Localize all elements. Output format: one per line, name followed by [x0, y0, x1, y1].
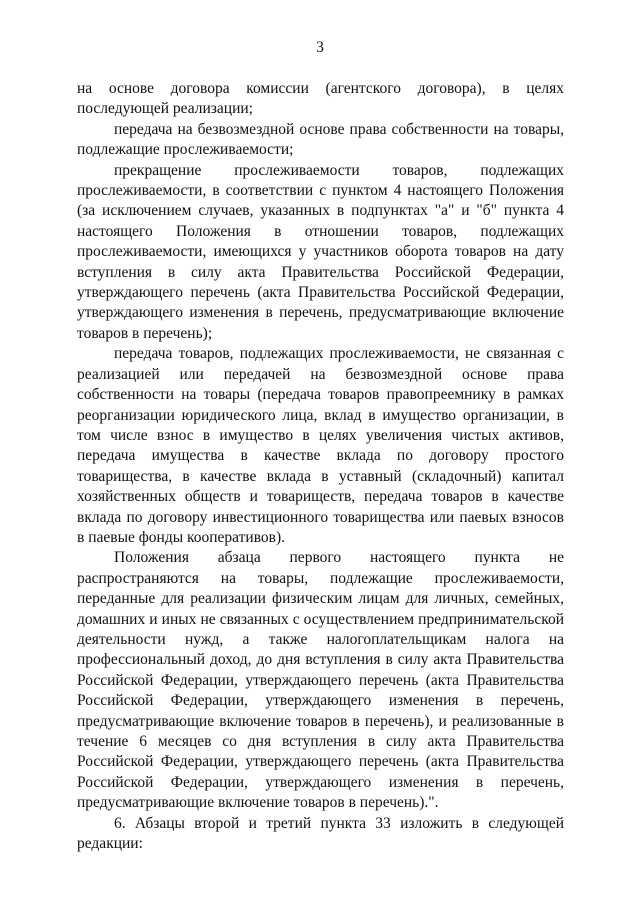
- paragraph-exemption-provisions: Положения абзаца первого настоящего пункта не распространяются на товары, подлежащие прослеживаемости, переданные для реализации физическим лицам для личных, семейных, домашних и иных не связанных с осуществлением предпринимательской деятельности нужд, а также налогоплательщикам налога на профессиональный доход, до дня вступления в силу акта Правительства Российской Федерации, утверждающего перечень (акта Правительства Российской Федерации, утверждающего изменения в перечень, предусматривающие включение товаров в перечень), и реализованные в течение 6 месяцев со дня вступления в силу акта Правительства Российской Федерации, утверждающего перечень (акта Правительства Российской Федерации, утверждающего изменения в перечень, предусматривающие включение товаров в перечень).".: [77, 549, 564, 812]
- page-number: 3: [316, 39, 324, 56]
- paragraph-amendment-item-6: 6. Абзацы второй и третий пункта 33 изложить в следующей редакции:: [77, 814, 564, 853]
- paragraph-gratuitous-transfer: передача на безвозмездной основе права собственности на товары, подлежащие прослеживаемости;: [77, 120, 564, 159]
- paragraph-traceability-termination: прекращение прослеживаемости товаров, подлежащих прослеживаемости, в соответствии с пунктом 4 настоящего Положения (за исключением случаев, указанных в подпунктах "а" и "б" пункта 4 настоящего Положения в отношении товаров, подлежащих прослеживаемости, имеющихся у участников оборота товаров на дату вступления в силу акта Правительства Российской Федерации, утверждающего перечень (акта Правительства Российской Федерации, утверждающего изменения в перечень, предусматривающие включение товаров в перечень);: [77, 161, 564, 342]
- paragraph-non-sale-transfer: передача товаров, подлежащих прослеживаемости, не связанная с реализацией или передачей на безвозмездной основе права собственности на товары (передача товаров правопреемнику в рамках реорганизации юридического лица, вклад в имущество организации, в том числе взнос в имущество в целях увеличения чистых активов, передача имущества в качестве вклада по договору простого товарищества, в качестве вклада в уставный (складочный) капитал хозяйственных обществ и товариществ, передача товаров в качестве вклада по договору инвестиционного товарищества или паевых взносов в паевые фонды кооперативов).: [77, 345, 564, 546]
- paragraph-continuation: на основе договора комиссии (агентского договора), в целях последующей реализации;: [77, 80, 564, 118]
- document-body: [77, 79, 564, 854]
